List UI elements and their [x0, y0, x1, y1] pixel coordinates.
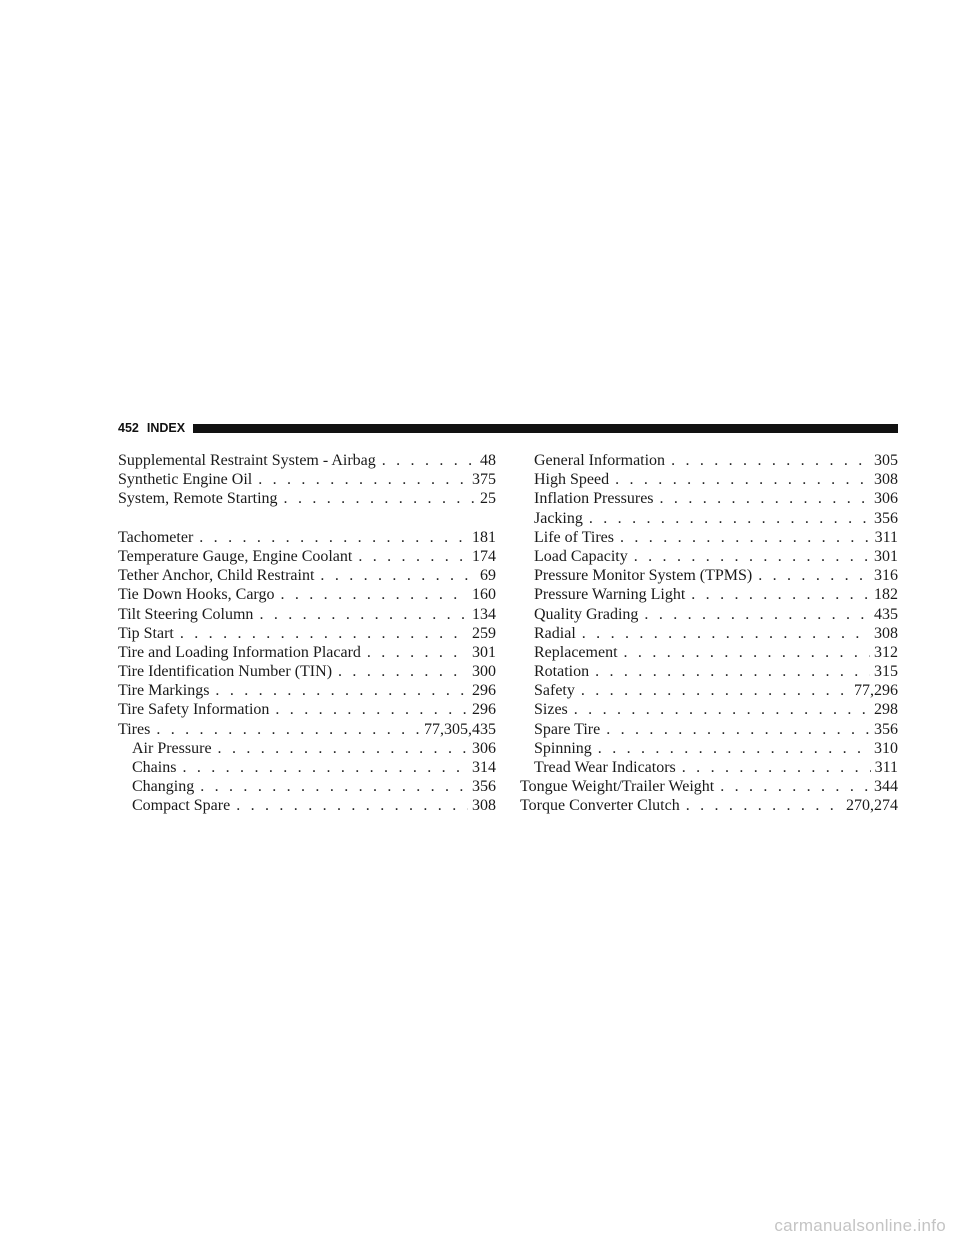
dot-leader [258, 470, 468, 489]
entry-page: 296 [472, 701, 496, 719]
dot-leader [156, 720, 420, 739]
entry-page: 300 [472, 663, 496, 681]
dot-leader [338, 662, 468, 681]
index-entry [118, 585, 496, 604]
dot-leader [691, 585, 870, 604]
index-entry [118, 605, 496, 624]
entry-page: 134 [472, 605, 496, 623]
entry-page: 69 [480, 567, 496, 585]
dot-leader [589, 509, 870, 528]
entry-label: Spinning [534, 739, 592, 757]
entry-label: Tilt Steering Column [118, 605, 254, 623]
entry-label: Spare Tire [534, 720, 601, 738]
entry-label: Compact Spare [132, 797, 231, 815]
dot-leader [606, 720, 870, 739]
dot-leader [367, 643, 468, 662]
page-number: 452 [118, 421, 139, 435]
dot-leader [382, 451, 476, 470]
index-column-right [520, 451, 898, 816]
entry-label: Tread Wear Indicators [534, 759, 676, 776]
entry-page: 312 [874, 643, 898, 661]
dot-leader [582, 624, 870, 643]
entry-label: Load Capacity [534, 547, 628, 565]
entry-page: 174 [472, 547, 496, 565]
entry-page: 296 [472, 682, 496, 700]
dot-leader [236, 796, 468, 815]
index-subentry [118, 777, 496, 796]
entry-page: 311 [874, 759, 898, 776]
entry-label: Chains [132, 759, 177, 776]
dot-leader [671, 451, 870, 470]
index-subentry [118, 758, 496, 777]
dot-leader [595, 662, 870, 681]
dot-leader [275, 700, 468, 719]
entry-label: Tire Safety Information [118, 701, 270, 719]
dot-leader [720, 777, 870, 796]
entry-label: Pressure Warning Light [534, 586, 686, 604]
entry-label: Inflation Pressures [534, 490, 654, 508]
entry-label: Radial [534, 624, 576, 642]
index-entry [520, 777, 898, 796]
index-subentry [520, 605, 898, 624]
entry-label: General Information [534, 452, 666, 469]
index-subentry [520, 489, 898, 508]
entry-page: 308 [874, 624, 898, 642]
index-entry [118, 720, 496, 739]
entry-page: 270,274 [846, 797, 898, 815]
entry-page: 181 [472, 528, 496, 546]
entry-page: 344 [874, 778, 898, 796]
index-subentry [520, 662, 898, 681]
entry-page: 160 [472, 586, 496, 604]
dot-leader [180, 624, 468, 643]
header-rule [193, 424, 898, 433]
index-subentry [520, 451, 898, 470]
dot-leader [644, 605, 870, 624]
index-entry [118, 470, 496, 489]
entry-label: Supplemental Restraint System - Airbag [118, 452, 376, 469]
entry-page: 315 [874, 663, 898, 681]
entry-label: Life of Tires [534, 528, 614, 546]
index-subentry [520, 624, 898, 643]
entry-label: Temperature Gauge, Engine Coolant [118, 547, 353, 565]
dot-leader [581, 681, 850, 700]
entry-page: 356 [874, 509, 898, 527]
entry-page: 316 [874, 567, 898, 585]
entry-label: Pressure Monitor System (TPMS) [534, 567, 753, 585]
entry-label: Replacement [534, 643, 618, 661]
index-subentry [520, 739, 898, 758]
entry-label: Quality Grading [534, 605, 639, 623]
index-subentry [520, 681, 898, 700]
dot-leader [259, 605, 468, 624]
index-subentry [520, 643, 898, 662]
index-subentry [520, 509, 898, 528]
index-entry [118, 643, 496, 662]
entry-label: Synthetic Engine Oil [118, 471, 253, 489]
entry-page: 182 [874, 586, 898, 604]
index-entry [520, 796, 898, 815]
entry-page: 259 [472, 624, 496, 642]
dot-leader [358, 547, 468, 566]
dot-leader [199, 528, 468, 547]
index-entry [118, 528, 496, 547]
dot-leader [615, 470, 870, 489]
dot-leader [320, 566, 476, 585]
entry-label: Torque Converter Clutch [520, 797, 680, 815]
entry-page: 306 [472, 739, 496, 757]
page-header [118, 420, 898, 436]
entry-page: 308 [874, 471, 898, 489]
index-entry [118, 451, 496, 470]
entry-label: Tether Anchor, Child Restraint [118, 567, 315, 585]
index-entry [118, 624, 496, 643]
entry-page: 301 [472, 643, 496, 661]
index-subentry [520, 566, 898, 585]
index-entry [118, 547, 496, 566]
entry-label: Air Pressure [132, 739, 212, 757]
index-column-left [118, 451, 496, 816]
index-subentry [520, 547, 898, 566]
index-entry [118, 566, 496, 585]
index-subentry [520, 700, 898, 719]
index-subentry [118, 739, 496, 758]
dot-leader [200, 777, 468, 796]
entry-label: Safety [534, 682, 575, 700]
dot-leader [758, 566, 870, 585]
entry-page: 306 [874, 490, 898, 508]
entry-label: Tire Identification Number (TIN) [118, 663, 333, 681]
dot-leader [598, 739, 870, 758]
entry-page: 356 [472, 778, 496, 796]
index-subentry [118, 796, 496, 815]
section-label: INDEX [146, 421, 186, 435]
entry-label: Tongue Weight/Trailer Weight [520, 778, 715, 796]
index-entry [118, 489, 496, 508]
entry-label: Tire and Loading Information Placard [118, 643, 361, 661]
entry-page: 356 [874, 720, 898, 738]
dot-leader [218, 739, 468, 758]
index-subentry [520, 758, 898, 777]
index-entry [118, 681, 496, 700]
entry-label: Tie Down Hooks, Cargo [118, 586, 275, 604]
entry-label: Tachometer [118, 528, 194, 546]
entry-label: Changing [132, 778, 195, 796]
dot-leader [280, 585, 468, 604]
entry-page: 314 [472, 759, 496, 776]
entry-label: High Speed [534, 471, 610, 489]
dot-leader [634, 547, 870, 566]
index-subentry [520, 720, 898, 739]
entry-page: 25 [480, 490, 496, 508]
dot-leader [574, 700, 870, 719]
entry-label: Sizes [534, 701, 568, 719]
entry-page: 310 [874, 739, 898, 757]
entry-label: Tires [118, 720, 151, 738]
entry-page: 298 [874, 701, 898, 719]
dot-leader [284, 489, 476, 508]
dot-leader [215, 681, 468, 700]
index-subentry [520, 470, 898, 489]
entry-page: 375 [472, 471, 496, 489]
dot-leader [660, 489, 870, 508]
dot-leader [682, 758, 871, 777]
entry-label: Rotation [534, 663, 590, 681]
entry-page: 301 [874, 547, 898, 565]
watermark: carmanualsonline.info [774, 1216, 946, 1235]
entry-page: 48 [480, 452, 496, 469]
entry-page: 308 [472, 797, 496, 815]
index-subentry [520, 528, 898, 547]
entry-label: Tire Markings [118, 682, 210, 700]
entry-label: System, Remote Starting [118, 490, 278, 508]
entry-page: 305 [874, 452, 898, 469]
index-entry [118, 662, 496, 681]
dot-leader [624, 643, 870, 662]
entry-page: 311 [874, 528, 898, 546]
entry-page: 77,296 [854, 682, 898, 700]
entry-label: Tip Start [118, 624, 174, 642]
entry-label: Jacking [534, 509, 583, 527]
entry-page: 435 [874, 605, 898, 623]
index-entry [118, 700, 496, 719]
dot-leader [182, 758, 468, 777]
dot-leader [620, 528, 871, 547]
dot-leader [686, 796, 842, 815]
index-subentry [520, 585, 898, 604]
entry-page: 77,305,435 [424, 720, 496, 738]
